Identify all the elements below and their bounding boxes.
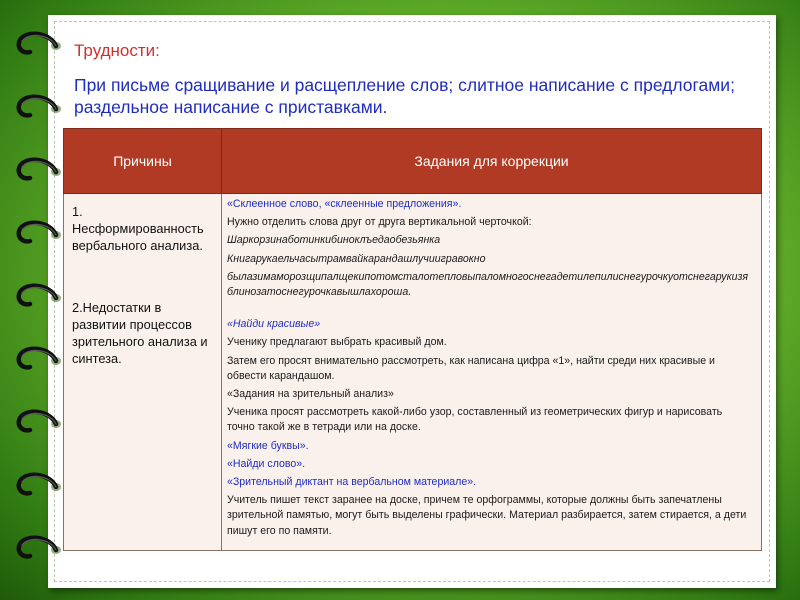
task-6-title: «Зрительный диктант на вербальном материале».	[227, 476, 477, 489]
task-1-title: «Склеенное слово, «склеенные предложения».	[227, 198, 462, 210]
task-3-line-1: Ученика просят рассмотреть какой-либо узор, составленный из геометрических фигур и нарисовать точно такой же в тетради или на доске.	[227, 406, 723, 434]
tasks-cell	[222, 194, 762, 551]
binding-ring-icon	[12, 345, 70, 373]
correction-table	[63, 128, 762, 551]
task-1-example-2: Книгарукаельчасытрамвайкарандашлучиигравокно	[227, 252, 486, 265]
binding-ring-icon	[12, 471, 70, 499]
task-1-instruction: Нужно отделить слова друг от друга вертикальной черточкой:	[227, 216, 532, 229]
task-1-example-3: былазимаморозщипалщекипотомсталотепловыпаломногоснегадетилепилиснегурочкуотснегарукизяблинозатоснегурочкавышлахороша.	[227, 270, 749, 299]
task-4-title: «Мягкие буквы».	[227, 439, 309, 452]
binding-ring-icon	[12, 408, 70, 436]
binding-ring-icon	[12, 219, 70, 247]
binding-ring-icon	[12, 156, 70, 184]
page-subtitle: При письме сращивание и расщепление слов; слитное написание с предлогами; раздельное написание с приставками.	[74, 75, 735, 117]
cause-1: 1. Несформированность вербального анализа.	[72, 204, 204, 253]
notebook-page	[48, 15, 776, 588]
binding-ring-icon	[12, 30, 70, 58]
task-6-line-1: Учитель пишет текст заранее на доске, причем те орфограммы, которые должны быть запечатлены зрительной памятью, могут быть выделены графически. Материал разбирается, затем стирается, а дети пишут его по памяти.	[227, 494, 747, 537]
binding-ring-icon	[12, 534, 70, 562]
task-1-example-1: Шаркорзинаботинкибиноклъедаобезьянка	[227, 234, 441, 247]
task-2-line-1: Ученику предлагают выбрать красивый дом.	[227, 336, 447, 349]
header-causes: Причины	[64, 129, 222, 194]
page-title: Трудности:	[74, 41, 160, 60]
cause-2: 2.Недостатки в развитии процессов зрительного анализа и синтеза.	[72, 300, 208, 366]
binding-ring-icon	[12, 282, 70, 310]
task-2-line-2: Затем его просят внимательно рассмотреть, как написана цифра «1», найти среди них красивые и обвести карандашом.	[227, 354, 715, 382]
causes-cell	[64, 194, 222, 551]
table-row	[64, 194, 762, 551]
header-tasks: Задания для коррекции	[222, 129, 762, 194]
task-3-title: «Задания на зрительный анализ»	[227, 388, 394, 401]
binding-ring-icon	[12, 93, 70, 121]
table-header-row	[64, 129, 762, 194]
task-2-title: «Найди красивые»	[227, 318, 321, 331]
task-5-title: «Найди слово».	[227, 457, 306, 470]
